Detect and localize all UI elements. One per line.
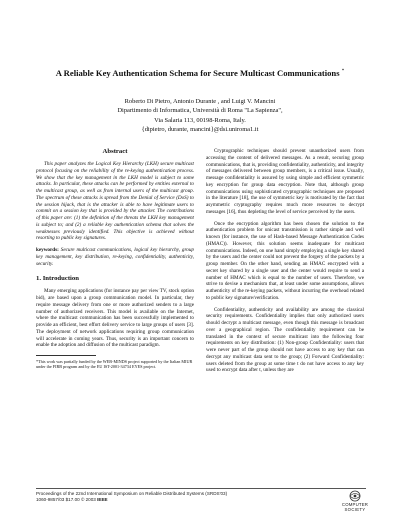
intro-paragraph-1: Many emerging applications (for instance pay per view TV, stock option bid), are based upon a group communication model. In particular, they require message delivery from one or more authorized senders to a large number of authorized receivers. This model is available on the Internet, where the multicast communication has been successfully implemented to provide an efficient, best effort delivery service to large groups of users [3]. The deployment of network applications requiring group communication will accelerate in coming years. Thus, security is an important concern to enable the adoption and diffusion of the multicast paradigm. — [36, 288, 194, 349]
title-footnote-mark: * — [341, 69, 345, 75]
computer-society-logo — [340, 490, 370, 512]
keywords-text: Secure multicast communications, logical key hierarchy, group key management, key distribution, re-keying, confidentiality, authenticity, security. — [36, 247, 194, 267]
keywords-label: keywords: — [36, 247, 59, 253]
issn-text: 1060-9857/03 $17.00 © 2003 — [36, 497, 96, 502]
author-block — [0, 97, 400, 134]
body-paragraph-2: Once the encryption algorithm has been chosen the solution to the authentication problem for unicast transmission is rather simple and well known (for instance, the use of Hash-based Message Authentication Codes (HMAC)). However, this solution seems inadequate for multicast communications. Indeed, on one hand simply employing a single key shared by the users and the center could not prevent the forgery of the packets by a group member. On the other hand, sending an HMAC encrypted with a secret key shared by a single user and the center would require to send a number of HMAC which is equal to the number of users. Therefore, we strive to devise a mechanism that, at least under some assumptions, allows authenticity of the re-keying packets, without incurring the overhead related to public key signature/verification. — [206, 220, 364, 301]
footnote-rule — [36, 355, 96, 356]
left-column — [36, 148, 194, 369]
page-footer — [36, 491, 227, 503]
proceedings-line: Proceedings of the 22nd International Symposium on Reliable Distributed Systems (SRDS'03) — [36, 491, 228, 496]
address: Via Salaria 113, 00198-Roma, Italy. — [154, 116, 246, 124]
abstract-text: This paper analyzes the Logical Key Hierarchy (LKH) secure multicast protocol focusing on the reliability of the re-keying authentication process. We show that the key management in the LKH model is subject to some attacks. In particular, these attacks can be performed by entities external to the multicast group, as well as from internal users of the multicast group. The spectrum of these attacks is spread from the Denial of Service (DoS) to the session hijack, that is the attacker is able to have legitimate users to commit on a session key that is provided by the attacker. The contributions of this paper are: (1) the definition of the threats the LKH key management is subject to; and (2) a reliable key authentication schema that solves the weaknesses previously identified. This objective is achieved without resorting to public key signatures. — [36, 161, 194, 242]
email: {dipietro, durante, mancini}@dsi.uniroma1.it — [141, 125, 259, 133]
keywords — [36, 247, 194, 267]
body-paragraph-1: Cryptographic techniques should prevent unauthorized users from accessing the content of delivered messages. As a result, securing group communications, that is, providing confidentiality, authenticity, and integrity of messages delivered between group members, is a critical issue. Usually, message confidentiality is assured by using simple and efficient symmetric key encryption for group data encryption. Note that, although group communications using sophisticated cryptographic techniques are proposed in the literature [18], the use of symmetric key is motivated by the fact that asymmetric cryptography requires much more resources to decrypt messages [16], thus depleting the level of service perceived by the users. — [206, 148, 364, 215]
abstract-heading: Abstract — [102, 148, 128, 155]
logo-line-1: COMPUTER — [341, 502, 369, 507]
paper-title-text: A Reliable Key Authentication Schema for Secure Multicast Communications — [55, 68, 340, 78]
paper-title — [0, 68, 400, 78]
computer-society-logo-icon — [348, 490, 362, 502]
logo-line-2: SOCIETY — [344, 507, 366, 512]
footer-rule — [36, 488, 366, 489]
ieee-text: IEEE — [97, 497, 108, 502]
body-paragraph-3: Confidentiality, authenticity and availability are among the classical security requirements. Confidentiality implies that only authorized users should decrypt a multicast message, even though this message is broadcast over a geographical region. The confidentiality requirement can be translated in the context of secure multicast into the following four requirements on key distribution: (1) Non-group Confidentiality: users that were never part of the group should not have access to any key that can decrypt any multicast data sent to the group; (2) Forward Confidentiality: users deleted from the group at some time t do not have access to any key used to encrypt data after t, unless they are — [206, 306, 364, 374]
issn-line — [36, 497, 227, 503]
section-heading-introduction: 1. Introduction — [36, 275, 79, 283]
footnote: *This work was partially funded by the WEB-MINDS project supported by the Italian MIUR under the FIRB program and by the EU IST-2001-34734 EYES project. — [36, 359, 193, 370]
author-names: Roberto Di Pietro, Antonio Durante , and Luigi V. Mancini — [124, 98, 276, 105]
right-column — [206, 148, 364, 379]
affiliation: Dipartimento di Informatica, Università di Roma "La Sapienza", — [117, 107, 283, 115]
